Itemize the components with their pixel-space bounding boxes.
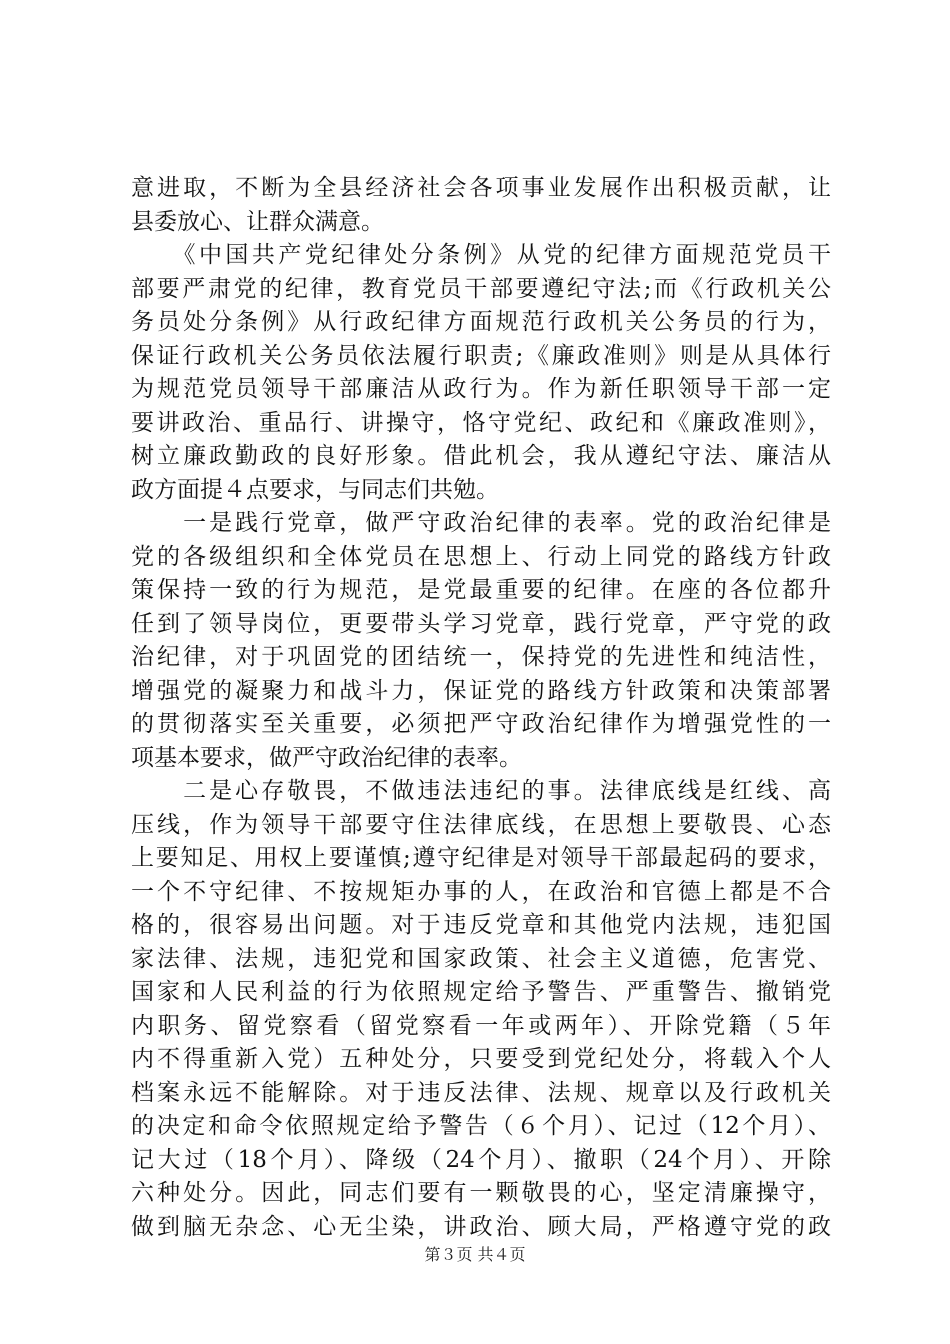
text-line: 做到脑无杂念、心无尘染，讲政治、顾大局，严格遵守党的政 [131,1213,831,1240]
text-line: 内职务、留党察看（留党察看一年或两年）、开除党籍（５年 [131,1012,831,1039]
text-line: 增强党的凝聚力和战斗力，保证党的路线方针政策和决策部署 [131,677,831,704]
text-line: 保证行政机关公务员依法履行职责;《廉政准则》则是从具体行 [131,342,831,369]
text-line: 的决定和命令依照规定给予警告（６个月）、记过（12个月）、 [131,1113,831,1139]
text-line: 二是心存敬畏，不做违法违纪的事。法律底线是红线、高 [131,778,831,804]
text-line: 记大过（18个月）、降级（24个月）、撤职（24个月）、开除 [131,1146,831,1173]
text-line: 内不得重新入党）五种处分，只要受到党纪处分，将载入个人 [131,1046,831,1072]
text-line: 压线，作为领导干部要守住法律底线，在思想上要敬畏、心态 [131,811,831,838]
text-line: 的贯彻落实至关重要，必须把严守政治纪律作为增强党性的一 [131,711,831,737]
page-footer [0,1245,950,1265]
text-line: 党的各级组织和全体党员在思想上、行动上同党的路线方针政 [131,543,831,570]
text-line: 部要严肃党的纪律，教育党员干部要遵纪守法;而《行政机关公 [131,275,831,302]
text-line: 任到了领导岗位，更要带头学习党章，践行党章，严守党的政 [131,610,831,637]
text-line: 策保持一致的行为规范，是党最重要的纪律。在座的各位都升 [131,577,831,603]
document-body [131,172,831,1244]
text-line: 县委放心、让群众满意。 [131,208,384,235]
page-number: 第３页 共４页 [424,1245,526,1264]
text-line: 治纪律，对于巩固党的团结统一，保持党的先进性和纯洁性， [131,644,831,670]
text-line: 一是践行党章，做严守政治纪律的表率。党的政治纪律是 [131,510,831,536]
text-line: 树立廉政勤政的良好形象。借此机会，我从遵纪守法、廉洁从 [131,443,831,469]
text-line: 一个不守纪律、不按规矩办事的人，在政治和官德上都是不合 [131,878,831,905]
text-line: 六种处分。因此，同志们要有一颗敬畏的心，坚定清廉操守， [131,1180,831,1206]
text-line: 格的，很容易出问题。对于违反党章和其他党内法规，违犯国 [131,912,831,938]
text-line: 家法律、法规，违犯党和国家政策、社会主义道德，危害党、 [131,945,831,972]
text-line: 国家和人民利益的行为依照规定给予警告、严重警告、撤销党 [131,979,831,1005]
text-line: 政方面提４点要求，与同志们共勉。 [131,476,499,503]
text-line: 档案永远不能解除。对于违反法律、法规、规章以及行政机关 [131,1079,831,1106]
text-line: 意进取，不断为全县经济社会各项事业发展作出积极贡献，让 [131,175,831,201]
text-line: 要讲政治、重品行、讲操守，恪守党纪、政纪和《廉政准则》， [131,409,831,436]
text-line: 为规范党员领导干部廉洁从政行为。作为新任职领导干部一定 [131,376,831,402]
text-line: 务员处分条例》从行政纪律方面规范行政机关公务员的行为， [131,309,831,335]
text-line: 项基本要求，做严守政治纪律的表率。 [131,744,522,771]
text-line: 上要知足、用权上要谨慎;遵守纪律是对领导干部最起码的要求， [131,845,831,871]
text-line: 《中国共产党纪律处分条例》从党的纪律方面规范党员干 [131,242,831,268]
